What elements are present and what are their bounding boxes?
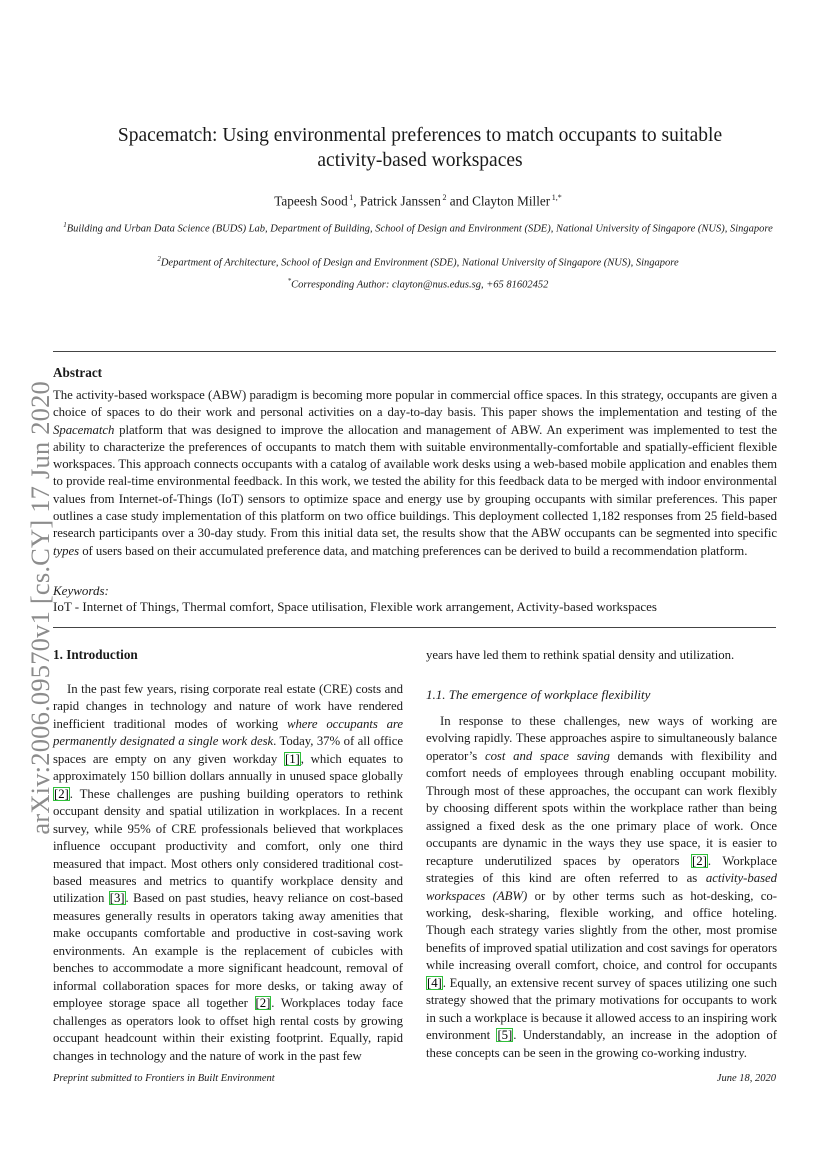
citation-link[interactable]: [5]: [497, 1028, 513, 1043]
arxiv-id: arXiv:2006.09570v1 [cs.CY] 17 Jun 2020: [24, 380, 55, 835]
title-line-1: Spacematch: Using environmental preferences to match occupants to suitable: [117, 125, 723, 146]
author-1: Tapeesh Sood: [274, 193, 348, 209]
corresponding-author: *Corresponding Author: clayton@nus.edus.sg, +65 81602452: [287, 277, 549, 291]
author-2: Patrick Janssen: [359, 193, 441, 209]
author-separator: and: [446, 193, 473, 209]
author-1-affil: 1: [349, 193, 354, 202]
affiliation-1: $^1$Building and Urban Data Science (BUDS) Lab, Department of Building, School of Design and Environment (SDE), National University of Singapore (NUS), Singapore: [63, 221, 773, 235]
citation-link[interactable]: [1]: [285, 751, 300, 766]
keywords-list: IoT - Internet of Things, Thermal comfort, Space utilisation, Flexible work arrangement, Activity-based workspaces: [53, 599, 657, 614]
intro-continuation: years have led them to rethink spatial density and utilization.: [426, 648, 735, 662]
author-2-affil: 2: [442, 193, 447, 202]
citation-link[interactable]: [3]: [109, 891, 125, 906]
subsection-heading: 1.1. The emergence of workplace flexibility: [426, 687, 651, 702]
divider-top: [53, 351, 776, 352]
paper-title: [80, 123, 760, 173]
citation-link[interactable]: [2]: [692, 853, 707, 868]
section-heading-introduction: 1. Introduction: [53, 647, 138, 662]
author-list: [60, 193, 776, 209]
author-3: Clayton Miller: [472, 193, 551, 209]
citation-link[interactable]: [2]: [255, 996, 271, 1011]
affiliation-2: $^2$Department of Architecture, School of Design and Environment (SDE), National University of Singapore (NUS), Singapore: [157, 255, 679, 269]
divider-bottom: [53, 627, 776, 628]
abstract-text: The activity-based workspace (ABW) paradigm is becoming more popular in commercial office spaces. In this strategy, occupants are given a choice of spaces to do their work and personal activities on a day-to-day basis. This paper shows the implementation and testing of the Spacematch platform that was designed to improve the allocation and management of ABW. An experiment was implemented to test the ability to characterize the preferences of occupants to match them with suitable environmentally-comfortable and spatially-efficient flexible workspaces. This approach connects occupants with a catalog of available work desks using a web-based mobile application and enables them to provide real-time environmental feedback. In this work, we tested the ability for this feedback data to be merged with indoor environmental values from Internet-of-Things (IoT) sensors to optimize space and energy use by grouping occupants with similar preferences. This paper outlines a case study implementation of this platform on two office buildings. This deployment collected 1,182 responses from 25 field-based research participants over a 30-day study. From this initial data set, the results show that the ABW occupants can be segmented into specific types of users based on their accumulated preference data, and matching preferences can be derived to build a recommendation platform.: [53, 388, 777, 558]
citation-link[interactable]: [2]: [54, 786, 69, 801]
footer-date: June 18, 2020: [716, 1073, 776, 1084]
subsection-paragraph: In response to these challenges, new ways of working are evolving rapidly. These approaches aspire to simultaneously balance operator’s cost and space saving demands with flexibility and comfort needs of employees through enabling occupant mobility. Through most of these approaches, the occupant can work flexibly by choosing different spots within the workplace rather than being assigned a fixed desk as the one primary place of work. Once occupants are dynamic in the ways they use space, it is easier to recapture underutilized spaces by operators [2]. Workplace strategies of this kind are often referred to as activity-based workspaces (ABW) or by other terms such as hot-desking, co-working, desk-sharing, flexible working, and office hoteling. Though each strategy varies slightly from the other, most promise benefits of improved spatial utilization and cost savings for operators while increasing overall comfort, choice, and control for occupants [4]. Equally, an extensive recent survey of spaces utilizing one such strategy showed that the primary motivations for occupants to work in such a workplace is because it allowed access to an inspiring work environment [5]. Understandably, an increase in the adoption of these concepts can be seen in the growing co-working industry.: [426, 714, 777, 1060]
author-3-affil: 1,*: [551, 193, 562, 202]
citation-link[interactable]: [4]: [427, 975, 442, 990]
keywords-label: Keywords:: [53, 583, 109, 598]
author-separator: ,: [353, 193, 360, 209]
abstract-heading: Abstract: [53, 365, 103, 380]
footer-submission-note: Preprint submitted to Frontiers in Built Environment: [53, 1073, 275, 1084]
intro-paragraph: In the past few years, rising corporate real estate (CRE) costs and rapid changes in technology and nature of work have rendered inefficient traditional modes of working where occupants are permanently designated a single work desk. Today, 37% of all office spaces are empty on any given workday [1], which equates to approximately 150 billion dollars annually in unused space globally [2]. These challenges are pushing building operators to rethink occupant density and spatial utilization in workplaces. In a recent survey, while 95% of CRE professionals believed that workplaces influence occupant productivity and comfort, only one third measured that impact. Most others only considered traditional cost-based measures and metrics to quantify workplace density and utilization [3]. Based on past studies, heavy reliance on cost-based measures generally results in operators taking away amenities that make occupants comfortable and productive in cost-saving work environments. An example is the replacement of cubicles with benches to accommodate a more significant headcount, removal of informal collaboration spaces for more desks, or taking away of employee storage space all together [2]. Workplaces today face challenges as operators look to offset high rental costs by growing occupant headcount within their existing footprint. Equally, rapid changes in technology and the nature of work in the past few: [53, 682, 404, 1063]
title-line-2: activity-based workspaces: [317, 150, 523, 171]
